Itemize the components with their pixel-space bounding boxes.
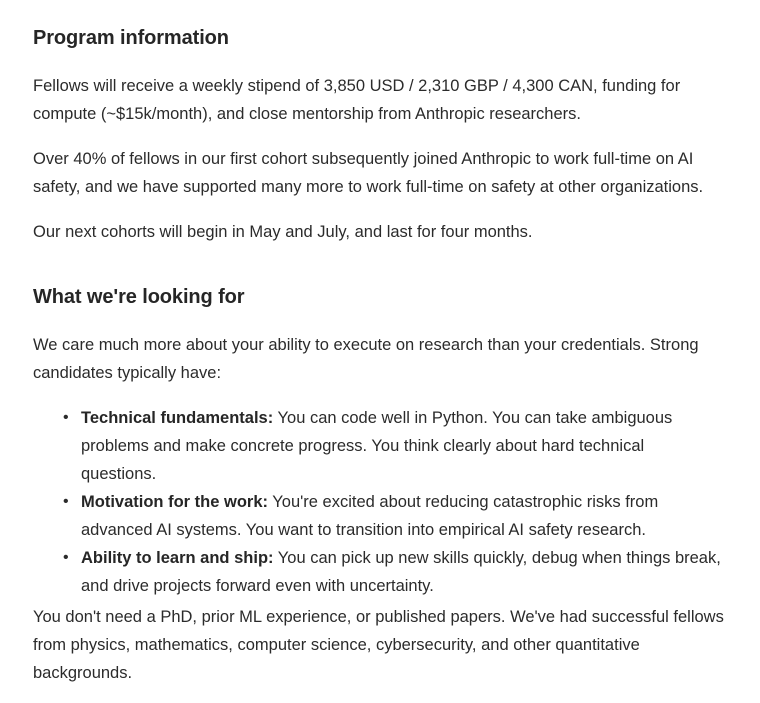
paragraph-cohort-outcomes: Over 40% of fellows in our first cohort subsequently joined Anthropic to work full-time on AI safety, and we have supported many more to work full-time on safety at other organizations.	[33, 150, 704, 196]
bullet-icon: •	[63, 493, 69, 510]
list-item-text: You're excited about reducing catastrophic risks from advanced AI systems. You want to transition into empirical AI safety research.	[81, 493, 659, 539]
list-item-motivation	[33, 488, 723, 544]
qualities-list	[33, 404, 723, 600]
paragraph-next-cohorts: Our next cohorts will begin in May and July, and last for four months.	[33, 223, 533, 241]
list-item-learn-and-ship	[33, 544, 723, 600]
list-item-technical-fundamentals	[33, 404, 723, 488]
list-item-title: Technical fundamentals:	[81, 409, 274, 427]
section-heading-program-information: Program information	[33, 27, 229, 49]
bullet-icon: •	[63, 549, 69, 566]
list-item-text: You can code well in Python. You can take ambiguous problems and make concrete progress. You think clearly about hard technical questions.	[81, 409, 673, 483]
bullet-icon: •	[63, 409, 69, 426]
list-item-title: Ability to learn and ship:	[81, 549, 274, 567]
paragraph-stipend: Fellows will receive a weekly stipend of 3,850 USD / 2,310 GBP / 4,300 CAN, funding for compute (~$15k/month), and close mentorship from Anthropic researchers.	[33, 77, 681, 123]
paragraph-intro-candidates: We care much more about your ability to execute on research than your credentials. Strong candidates typically have:	[33, 336, 699, 382]
list-item-text: You can pick up new skills quickly, debug when things break, and drive projects forward even with uncertainty.	[81, 549, 721, 595]
list-item-title: Motivation for the work:	[81, 493, 268, 511]
paragraph-no-phd-needed: You don't need a PhD, prior ML experience, or published papers. We've had successful fellows from physics, mathematics, computer science, cybersecurity, and other quantitative backgrounds.	[33, 608, 724, 682]
section-heading-what-we-are-looking-for: What we're looking for	[33, 286, 245, 308]
